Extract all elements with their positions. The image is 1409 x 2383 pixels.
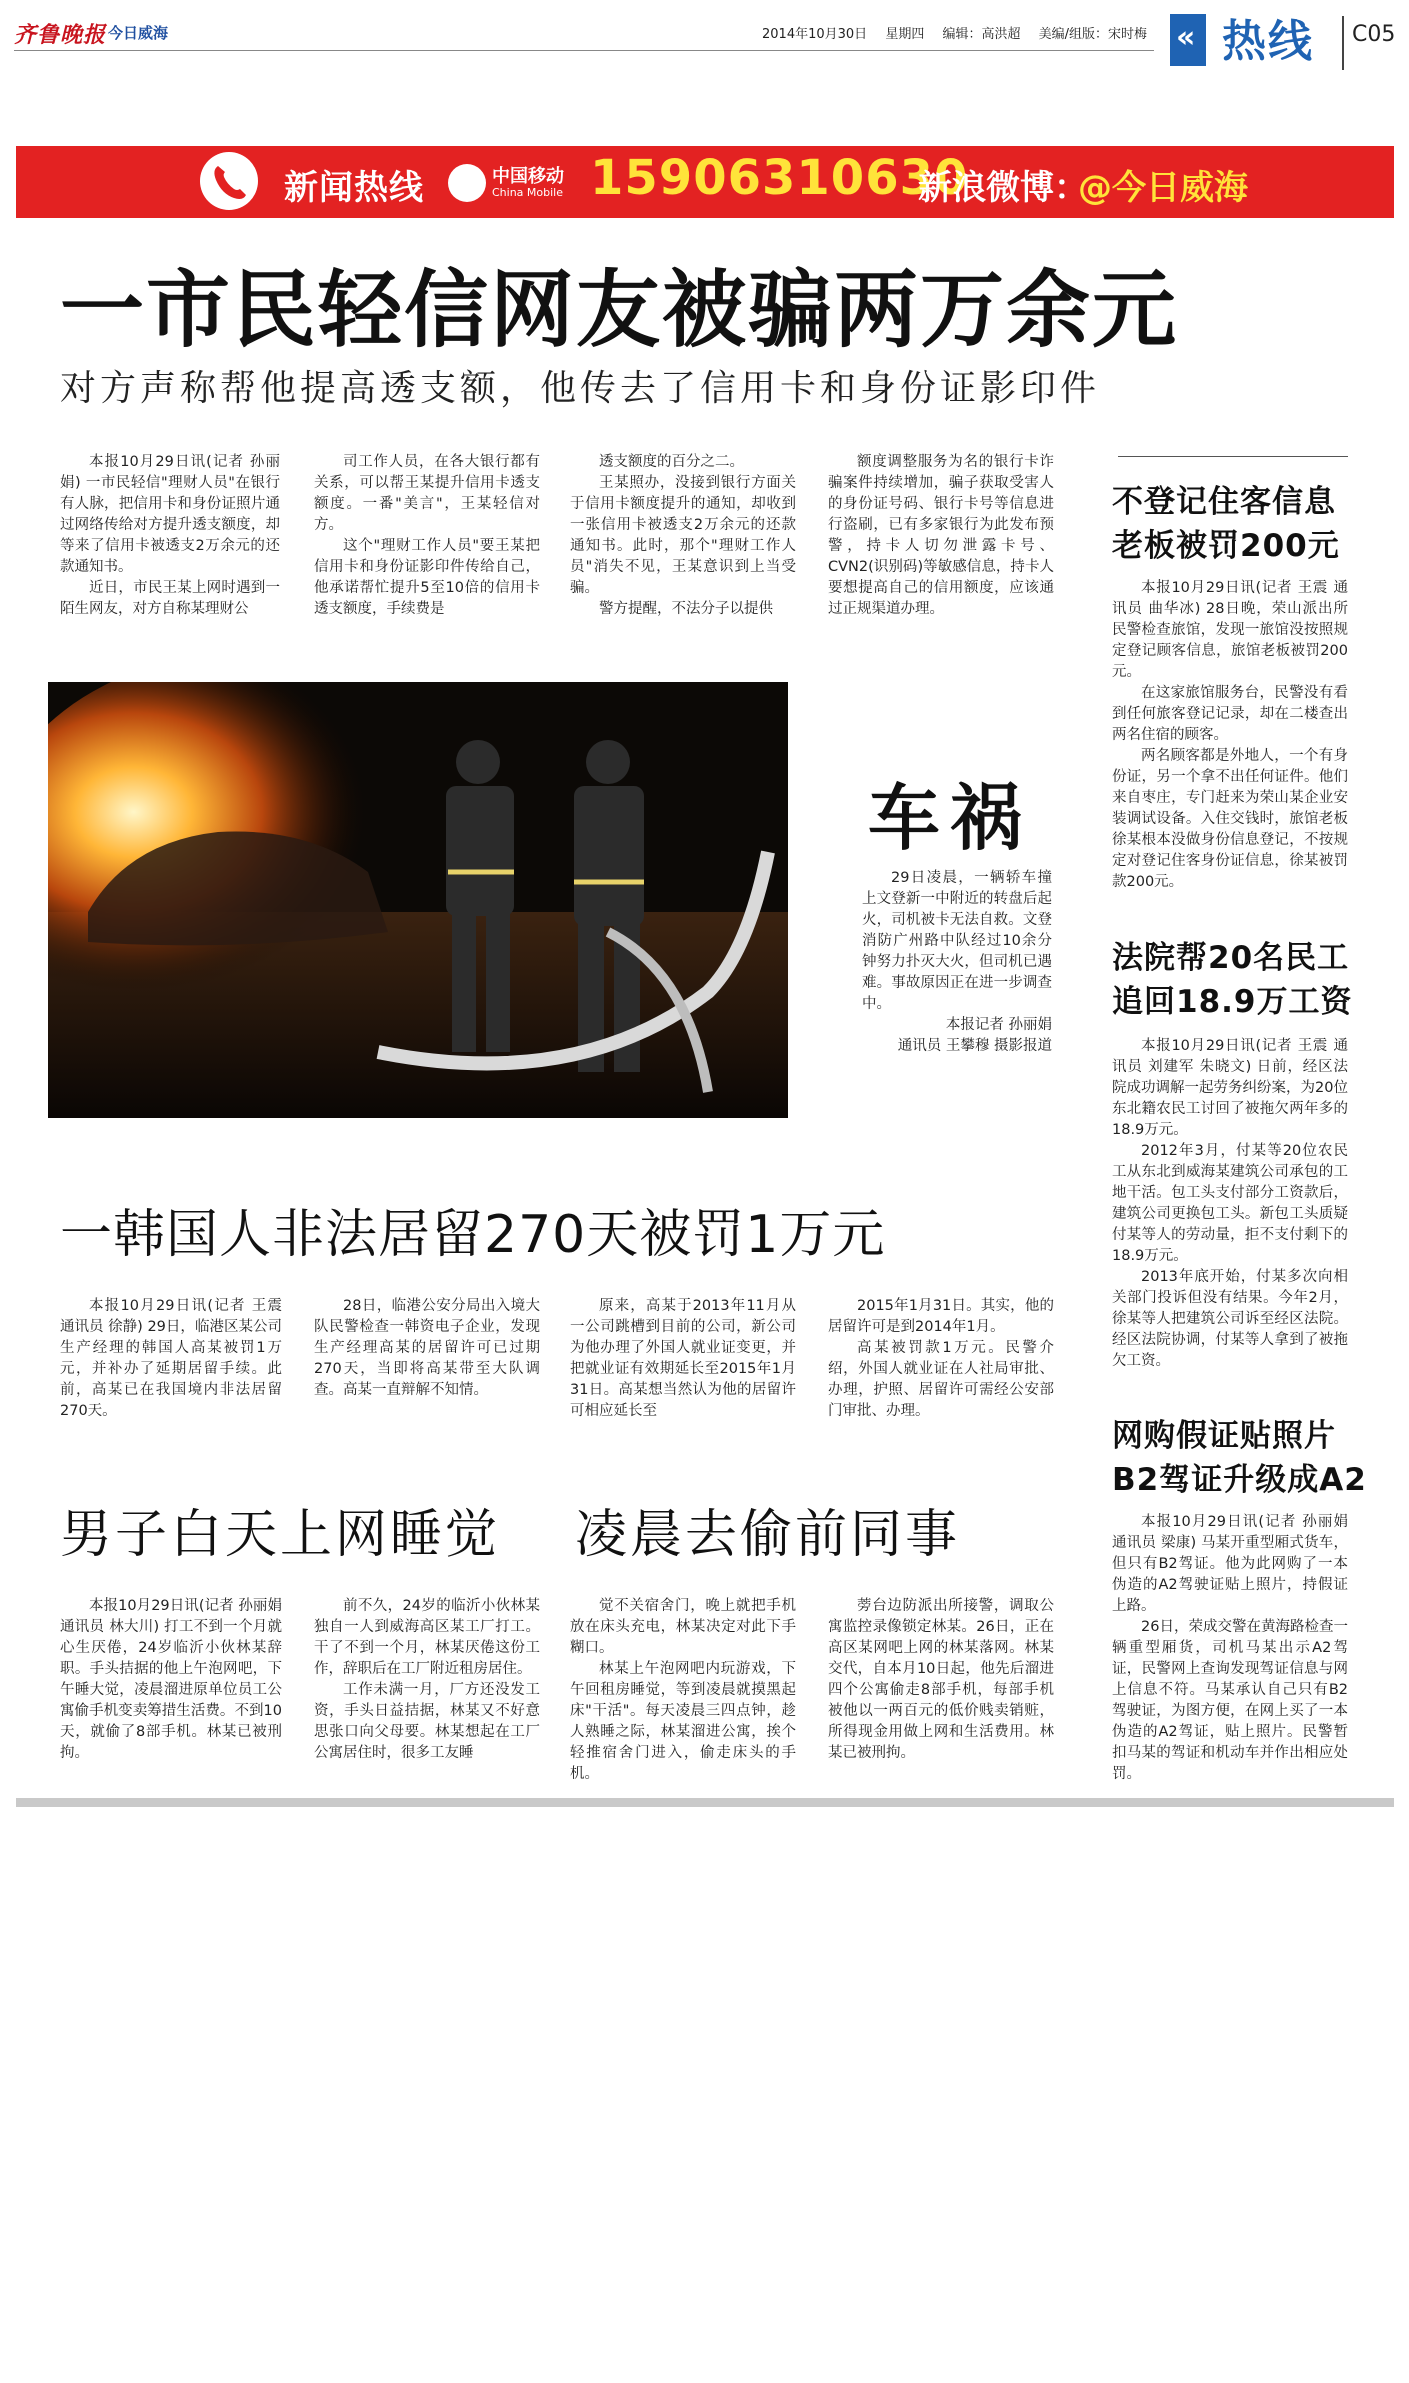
photo-credit-2: 通讯员 王攀穆 摄影报道: [897, 1038, 1052, 1054]
car-fire-headline: 车祸: [868, 776, 1033, 860]
lead-col-3: [570, 452, 796, 620]
paragraph: 觉不关宿舍门，晚上就把手机放在床头充电，林某决定对此下手糊口。: [570, 1598, 796, 1656]
side1-body: [1112, 578, 1348, 893]
paragraph: 王某照办，没接到银行方面关于信用卡额度提升的通知，却收到一张信用卡被透支2万余元的还款通知书。此时，那个"理财工作人员"消失不见，王某意识到上当受骗。: [570, 475, 796, 596]
editor-credit: 编辑：高洪超: [942, 27, 1021, 42]
lead-col-2: [314, 452, 540, 620]
page-meta: [762, 23, 1161, 42]
caption-text: 29日凌晨，一辆轿车撞上文登新一中附近的转盘后起火，司机被卡无法自救。文登消防广州路中队经过10余分钟努力扑灭大火，但司机已遇难。事故原因正在进一步调查中。: [862, 870, 1052, 1012]
photo-credit-1: 本报记者 孙丽娟: [945, 1017, 1052, 1033]
carrier-name: 中国移动: [492, 166, 564, 187]
section-divider: [1342, 16, 1344, 70]
paragraph: 司工作人员，在各大银行都有关系，可以帮王某提升信用卡透支额度。一番"美言"，王某轻信对方。: [314, 454, 540, 533]
korea-col-2: [314, 1296, 540, 1401]
weibo-account: @今日威海: [1078, 168, 1248, 208]
paragraph: 蒡台边防派出所接警，调取公寓监控录像锁定林某。26日，正在高区某网吧上网的林某落网。林某交代，自本月10日起，他先后溜进四个公寓偷走8部手机，每部手机被他以一两百元的低价贱卖销赃，所得现金用做上网和生活费用。林某已被刑拘。: [828, 1598, 1054, 1761]
carrier-name-en: China Mobile: [492, 186, 564, 199]
header-rule: [14, 50, 1154, 51]
paragraph: 高某被罚款1万元。民警介绍，外国人就业证在人社局审批、办理，护照、居留许可需经公安部门审批、办理。: [828, 1340, 1054, 1419]
korea-col-1: [60, 1296, 282, 1422]
side3-title-line2: B2驾证升级成A2: [1112, 1462, 1367, 1498]
lead-subheadline: 对方声称帮他提高透支额，他传去了信用卡和身份证影印件: [60, 368, 1101, 409]
car-fire-caption: [862, 868, 1052, 1057]
designer-credit: 美编/组版：宋时梅: [1038, 27, 1148, 42]
paragraph: 本报10月29日讯(记者 孙丽娟 通讯员 林大川) 打工不到一个月就心生厌倦，24岁临沂小伙林某辞职。手头拮据的他上午泡网吧，下午睡大觉，凌晨溜进原单位员工公寓偷手机变卖筹措生活费。不到10天，就偷了8部手机。林某已被刑拘。: [60, 1598, 282, 1761]
paragraph: 这个"理财工作人员"要王某把信用卡和身份证影印件传给自己，他承诺帮忙提升5至10倍的信用卡透支额度，手续费是: [314, 538, 540, 617]
thief-col-1: [60, 1596, 282, 1764]
lead-col-4: [828, 452, 1054, 620]
thief-col-4: [828, 1596, 1054, 1764]
paragraph: 2015年1月31日。其实，他的居留许可是到2014年1月。: [828, 1298, 1054, 1335]
side2-headline: [1112, 936, 1353, 1024]
side2-title-line1: 法院帮20名民工: [1112, 940, 1350, 976]
korea-col-3: [570, 1296, 796, 1422]
phone-icon: [200, 152, 258, 210]
page-number: C05: [1352, 22, 1396, 47]
issue-weekday: 星期四: [885, 27, 925, 42]
thief-headline-1: 男子白天上网睡觉: [60, 1505, 501, 1565]
side1-title-line1: 不登记住客信息: [1112, 484, 1336, 520]
section-title: 热线: [1222, 16, 1314, 67]
edition-name: 今日威海: [108, 24, 169, 42]
paragraph: 近日，市民王某上网时遇到一陌生网友，对方自称某理财公: [60, 580, 280, 617]
paragraph: 本报10月29日讯(记者 孙丽娟 通讯员 梁康) 马某开重型厢式货车，但只有B2驾证。他为此网购了一本伪造的A2驾驶证贴上照片，持假证上路。: [1112, 1514, 1348, 1614]
paragraph: 透支额度的百分之二。: [599, 454, 744, 470]
thief-headline-2: 凌晨去偷前同事: [575, 1505, 961, 1565]
newspaper-logo: 齐鲁晚报: [14, 22, 107, 48]
side2-body: [1112, 1036, 1348, 1372]
paragraph: 本报10月29日讯(记者 王震 通讯员 曲华冰) 28日晚，荣山派出所民警检查旅馆，发现一旅馆没按照规定登记顾客信息，旅馆老板被罚200元。: [1112, 580, 1348, 680]
hotline-number: 15906310630: [590, 150, 969, 206]
paragraph: 原来，高某于2013年11月从一公司跳槽到目前的公司，新公司为他办理了外国人就业证变更，并把就业证有效期延长至2015年1月31日。高某想当然认为他的居留许可相应延长至: [570, 1298, 796, 1419]
sidebar-rule: [1118, 456, 1348, 457]
side1-title-line2: 老板被罚200元: [1112, 528, 1340, 564]
weibo-label: 新浪微博：: [918, 168, 1088, 208]
paragraph: 2013年底开始，付某多次向相关部门投诉但没有结果。今年2月，徐某等人把建筑公司诉至经区法院。经区法院协调，付某等人拿到了被拖欠工资。: [1112, 1269, 1348, 1369]
bottom-rule: [16, 1798, 1394, 1807]
issue-date: 2014年10月30日: [762, 27, 868, 42]
paragraph: 警方提醒，不法分子以提供: [599, 601, 773, 617]
paragraph: 26日，荣成交警在黄海路检查一辆重型厢货，司机马某出示A2驾证，民警网上查询发现驾证信息与网上信息不符。马某承认自己只有B2驾驶证，为图方便，在网上买了一本伪造的A2驾证，贴上照片。民警暂扣马某的驾证和机动车并作出相应处罚。: [1112, 1619, 1348, 1782]
paragraph: 28日，临港公安分局出入境大队民警检查一韩资电子企业，发现生产经理高某的居留许可已过期270天，当即将高某带至大队调查。高某一直辩解不知情。: [314, 1298, 540, 1398]
korea-headline: 一韩国人非法居留270天被罚1万元: [60, 1205, 886, 1265]
paragraph: 本报10月29日讯(记者 王震 通讯员 刘建军 朱晓文) 日前，经区法院成功调解一起劳务纠纷案，为20位东北籍农民工讨回了被拖欠两年多的18.9万元。: [1112, 1038, 1348, 1138]
korea-col-4: [828, 1296, 1054, 1422]
side3-body: [1112, 1512, 1348, 1785]
chevron-left-icon: «: [1176, 20, 1196, 55]
paragraph: 在这家旅馆服务台，民警没有看到任何旅客登记记录，却在二楼查出两名住宿的顾客。: [1112, 685, 1348, 743]
paragraph: 工作未满一月，厂方还没发工资，手头日益拮据，林某又不好意思张口向父母要。林某想起在工厂公寓居住时，很多工友睡: [314, 1682, 540, 1761]
lead-col-1: [60, 452, 280, 620]
side3-headline: [1112, 1414, 1367, 1502]
paragraph: 林某上午泡网吧内玩游戏，下午回租房睡觉，等到凌晨就摸黑起床"干活"。每天凌晨三四点钟，趁人熟睡之际，林某溜进公寓，挨个轻推宿舍门进入，偷走床头的手机。: [570, 1661, 796, 1782]
paragraph: 本报10月29日讯(记者 孙丽娟) 一市民轻信"理财人员"在银行有人脉，把信用卡和身份证照片通过网络传给对方提升透支额度，却等来了信用卡被透支2万余元的还款通知书。: [60, 454, 280, 575]
paragraph: 前不久，24岁的临沂小伙林某独自一人到威海高区某工厂打工。干了不到一个月，林某厌倦这份工作，辞职后在工厂附近租房居住。: [314, 1598, 540, 1677]
thief-col-3: [570, 1596, 796, 1785]
hotline-label: 新闻热线: [284, 168, 424, 208]
side1-headline: [1112, 480, 1340, 568]
lead-headline: 一市民轻信网友被骗两万余元: [60, 261, 1179, 359]
car-fire-photo: [48, 682, 788, 1118]
thief-col-2: [314, 1596, 540, 1764]
paragraph: 额度调整服务为名的银行卡诈骗案件持续增加，骗子获取受害人的身份证号码、银行卡号等信息进行盗刷，已有多家银行为此发布预警，持卡人切勿泄露卡号、CVN2(识别码)等敏感信息，持卡人要想提高自己的信用额度，应该通过正规渠道办理。: [828, 454, 1054, 617]
side3-title-line1: 网购假证贴照片: [1112, 1418, 1336, 1454]
paragraph: 本报10月29日讯(记者 王震 通讯员 徐静) 29日，临港区某公司生产经理的韩国人高某被罚1万元，并补办了延期居留手续。此前，高某已在我国境内非法居留270天。: [60, 1298, 282, 1419]
paragraph: 2012年3月，付某等20位农民工从东北到威海某建筑公司承包的工地干活。包工头支付部分工资款后，建筑公司更换包工头。新包工头质疑付某等人的劳动量，拒不支付剩下的18.9万元。: [1112, 1143, 1348, 1264]
china-mobile-icon: [448, 164, 486, 202]
side2-title-line2: 追回18.9万工资: [1112, 984, 1353, 1020]
paragraph: 两名顾客都是外地人，一个有身份证，另一个拿不出任何证件。他们来自枣庄，专门赶来为荣山某企业安装调试设备。入住交钱时，旅馆老板徐某根本没做身份信息登记，不按规定对登记住客身份证信息，徐某被罚款200元。: [1112, 748, 1348, 890]
